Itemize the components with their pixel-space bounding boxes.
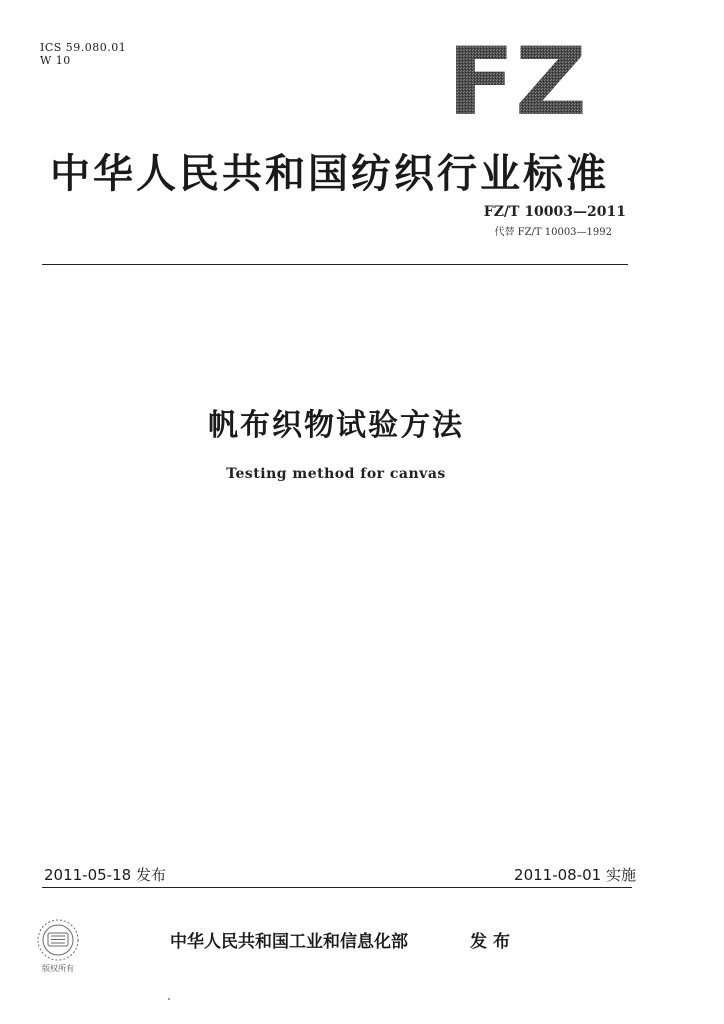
classification-codes bbox=[40, 41, 126, 67]
document-title-chinese: 帆布织物试验方法 bbox=[208, 408, 464, 443]
standard-number: FZ/T 10003—2011 bbox=[483, 204, 626, 220]
fz-logo-text: FZ bbox=[447, 44, 587, 118]
standard-category-headline: 中华人民共和国纺织行业标准 bbox=[50, 151, 609, 197]
ics-code: ICS 59.080.01 bbox=[40, 41, 127, 54]
publish-label: 发布 bbox=[470, 932, 516, 952]
document-title-english: Testing method for canvas bbox=[226, 466, 446, 482]
issue-date: 2011-05-18 发布 bbox=[44, 866, 166, 884]
scan-speck bbox=[168, 998, 170, 1000]
implementation-date: 2011-08-01 实施 bbox=[514, 866, 636, 884]
publisher-name: 中华人民共和国工业和信息化部 bbox=[170, 932, 408, 952]
replaced-standard: 代替 FZ/T 10003—1992 bbox=[494, 227, 612, 238]
header-divider bbox=[42, 264, 628, 265]
category-code: W 10 bbox=[40, 54, 71, 67]
stamp-caption: 版权所有 bbox=[42, 964, 74, 973]
copyright-stamp-icon bbox=[24, 916, 92, 976]
fz-logo bbox=[445, 44, 589, 118]
footer-divider bbox=[42, 887, 632, 888]
